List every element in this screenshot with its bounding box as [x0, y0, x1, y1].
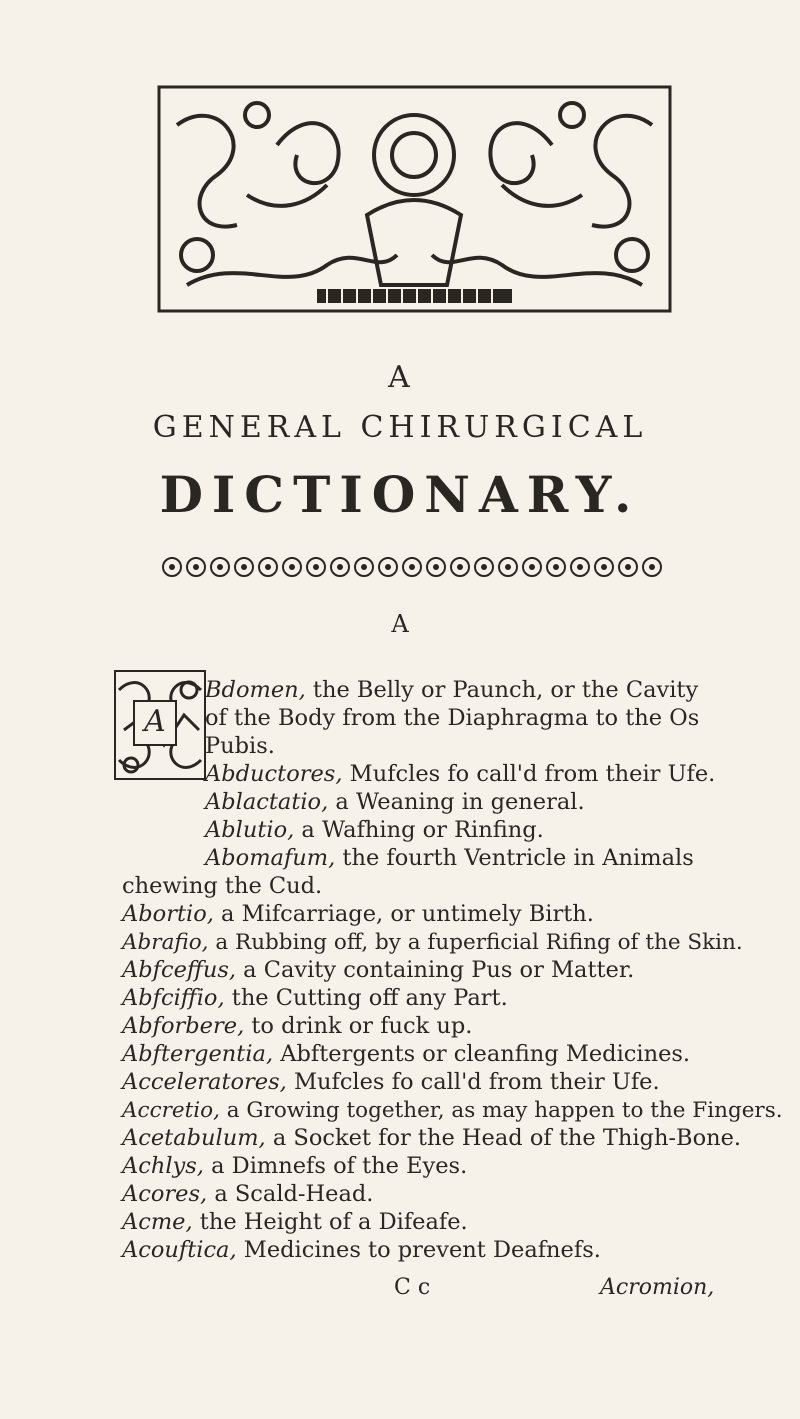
entry-line: Pubis. [205, 733, 275, 759]
title-line-2: DICTIONARY. [159, 465, 641, 524]
entry-line: chewing the Cud. [122, 873, 323, 899]
entry-line: Abforbere, to drink or fuck up. [122, 1013, 473, 1039]
drop-cap-letter: A [133, 700, 177, 746]
entry-line: Accretio, a Growing together, as may happen to the Fingers. [122, 1098, 783, 1123]
title-article: A [388, 360, 412, 395]
entry-line: Acores, a Scald-Head. [122, 1181, 374, 1207]
entry-line: of the Body from the Diaphragma to the Os [205, 705, 700, 731]
section-letter: A [391, 610, 409, 638]
entry-line: Acme, the Height of a Difeafe. [122, 1209, 468, 1235]
entry-line: Abftergentia, Abftergents or cleanfing Medicines. [122, 1041, 691, 1067]
title-line-1: GENERAL CHIRURGICAL [152, 410, 648, 445]
entry-line: Acouftica, Medicines to prevent Deafnefs. [122, 1237, 601, 1263]
entry-line: Ablutio, a Wafhing or Rinfing. [205, 817, 544, 843]
entry-line: Ablactatio, a Weaning in general. [205, 789, 585, 815]
flower-rule-icon [160, 553, 670, 581]
entry-line: Abortio, a Mifcarriage, or untimely Birth. [122, 901, 594, 927]
entry-line: Abomafum, the fourth Ventricle in Animals [205, 845, 694, 871]
entry-line: Acetabulum, a Socket for the Head of the Thigh-Bone. [122, 1125, 742, 1151]
entry-line: Abfceffus, a Cavity containing Pus or Matter. [122, 957, 635, 983]
ornamental-headpiece-icon [157, 85, 672, 313]
entry-line: Abrafio, a Rubbing off, by a fuperficial Rifing of the Skin. [122, 930, 743, 955]
entry-line: Bdomen, the Belly or Paunch, or the Cavity [205, 677, 699, 703]
entry-line: Achlys, a Dimnefs of the Eyes. [122, 1153, 468, 1179]
entry-line: Abductores, Mufcles fo call'd from their Ufe. [205, 761, 716, 787]
catchword: Acromion, [600, 1275, 715, 1300]
entry-line: Abfciffio, the Cutting off any Part. [122, 985, 508, 1011]
entry-line: Acceleratores, Mufcles fo call'd from their Ufe. [122, 1069, 660, 1095]
signature-mark: C c [394, 1275, 431, 1300]
